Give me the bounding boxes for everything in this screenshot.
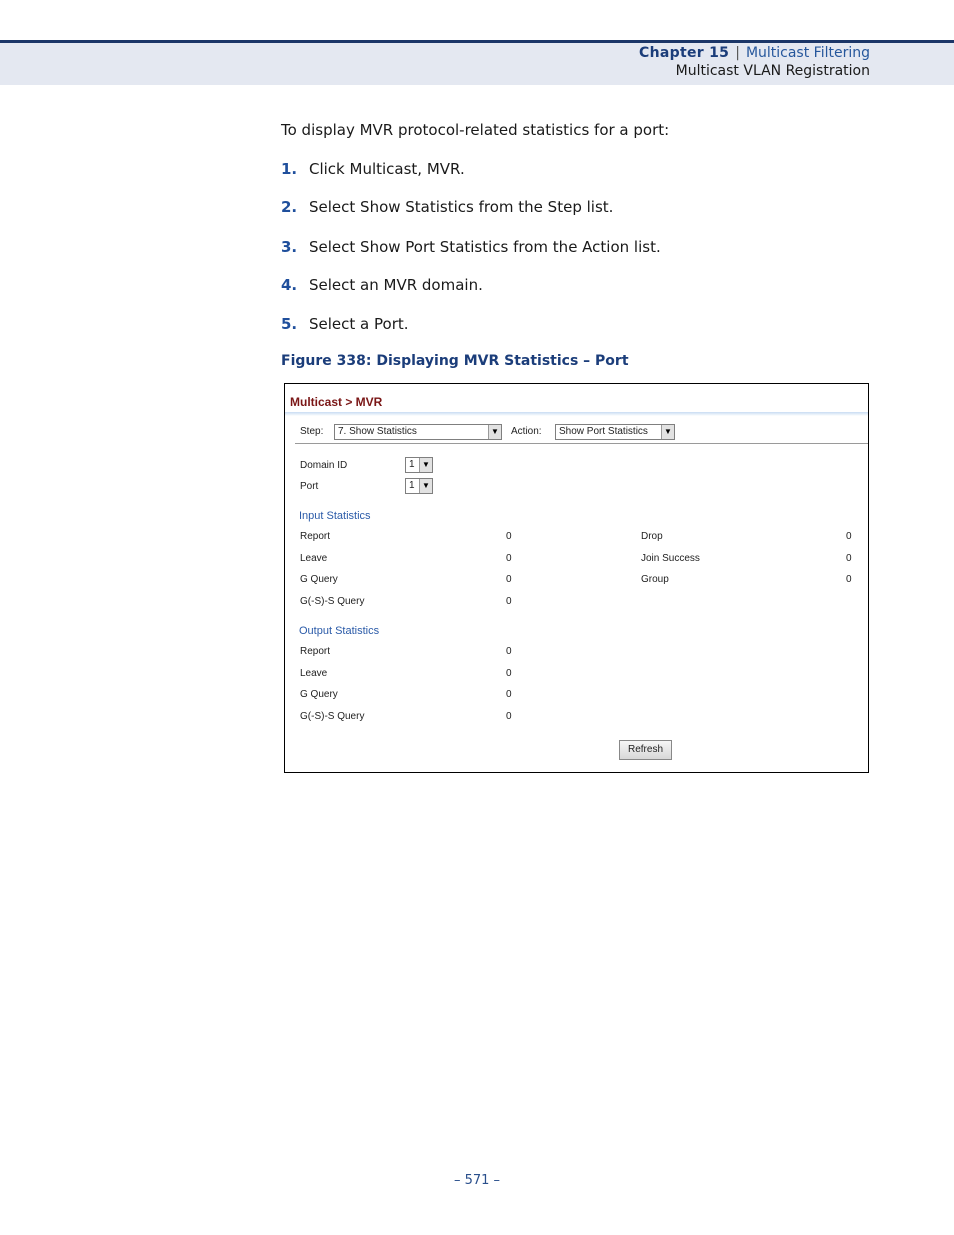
input-stat-value: 0 bbox=[846, 553, 852, 564]
output-stat-value: 0 bbox=[506, 711, 512, 722]
step-item bbox=[281, 160, 465, 178]
step-item bbox=[281, 238, 661, 256]
input-stat-value: 0 bbox=[506, 553, 512, 564]
breadcrumb-divider bbox=[285, 412, 868, 416]
step-text: Click Multicast, MVR. bbox=[309, 160, 465, 178]
step-item bbox=[281, 276, 483, 294]
breadcrumb: Multicast > MVR bbox=[290, 395, 383, 409]
port-value: 1 bbox=[409, 480, 415, 491]
step-select-value: 7. Show Statistics bbox=[338, 426, 417, 437]
section-title: Multicast VLAN Registration bbox=[675, 63, 870, 79]
step-text: Select Show Port Statistics from the Action list. bbox=[309, 238, 661, 256]
input-stat-label: Group bbox=[641, 574, 669, 585]
output-stat-value: 0 bbox=[506, 646, 512, 657]
input-stat-value: 0 bbox=[506, 596, 512, 607]
output-stat-label: Leave bbox=[300, 668, 328, 679]
domain-id-value: 1 bbox=[409, 459, 415, 470]
step-text: Select an MVR domain. bbox=[309, 276, 483, 294]
step-number: 2. bbox=[281, 198, 298, 216]
mvr-statistics-screenshot bbox=[284, 383, 869, 773]
header-separator: | bbox=[735, 45, 740, 61]
input-stat-label: Leave bbox=[300, 553, 328, 564]
domain-id-select[interactable] bbox=[405, 457, 433, 473]
input-stat-value: 0 bbox=[846, 574, 852, 585]
step-number: 4. bbox=[281, 276, 298, 294]
intro-text: To display MVR protocol-related statistics for a port: bbox=[281, 121, 670, 139]
domain-id-label: Domain ID bbox=[300, 460, 348, 471]
action-label: Action: bbox=[511, 426, 542, 437]
input-statistics-title: Input Statistics bbox=[299, 510, 371, 522]
output-stat-value: 0 bbox=[506, 668, 512, 679]
output-stat-label: Report bbox=[300, 646, 331, 657]
input-stat-value: 0 bbox=[506, 574, 512, 585]
port-select[interactable] bbox=[405, 478, 433, 494]
step-text: Select a Port. bbox=[309, 315, 409, 333]
output-stat-value: 0 bbox=[506, 689, 512, 700]
output-statistics-title: Output Statistics bbox=[299, 625, 380, 637]
step-number: 5. bbox=[281, 315, 298, 333]
chevron-down-icon[interactable]: ▼ bbox=[419, 479, 432, 493]
input-stat-value: 0 bbox=[506, 531, 512, 542]
chevron-down-icon[interactable]: ▼ bbox=[661, 425, 674, 439]
output-stat-label: G(-S)-S Query bbox=[300, 711, 365, 722]
refresh-button[interactable]: Refresh bbox=[619, 740, 672, 760]
chevron-down-icon[interactable]: ▼ bbox=[488, 425, 501, 439]
port-label: Port bbox=[300, 481, 319, 492]
input-stat-label: Report bbox=[300, 531, 331, 542]
chapter-label: Chapter 15 bbox=[639, 45, 730, 61]
input-stat-value: 0 bbox=[846, 531, 852, 542]
toolbar-divider bbox=[295, 443, 868, 444]
action-select[interactable] bbox=[555, 424, 675, 440]
action-select-value: Show Port Statistics bbox=[559, 426, 648, 437]
chevron-down-icon[interactable]: ▼ bbox=[419, 458, 432, 472]
page-number: – 571 – bbox=[453, 1173, 501, 1188]
input-stat-label: Drop bbox=[641, 531, 663, 542]
step-number: 3. bbox=[281, 238, 298, 256]
running-header bbox=[639, 45, 870, 61]
step-number: 1. bbox=[281, 160, 298, 178]
input-stat-label: G Query bbox=[300, 574, 338, 585]
input-stat-label: Join Success bbox=[641, 553, 700, 564]
input-stat-label: G(-S)-S Query bbox=[300, 596, 365, 607]
step-item bbox=[281, 198, 613, 216]
step-text: Select Show Statistics from the Step list. bbox=[309, 198, 614, 216]
step-label: Step: bbox=[300, 426, 324, 437]
step-item bbox=[281, 315, 409, 333]
figure-caption: Figure 338: Displaying MVR Statistics – Port bbox=[281, 353, 629, 369]
step-select[interactable] bbox=[334, 424, 502, 440]
chapter-title: Multicast Filtering bbox=[745, 45, 870, 61]
output-stat-label: G Query bbox=[300, 689, 338, 700]
